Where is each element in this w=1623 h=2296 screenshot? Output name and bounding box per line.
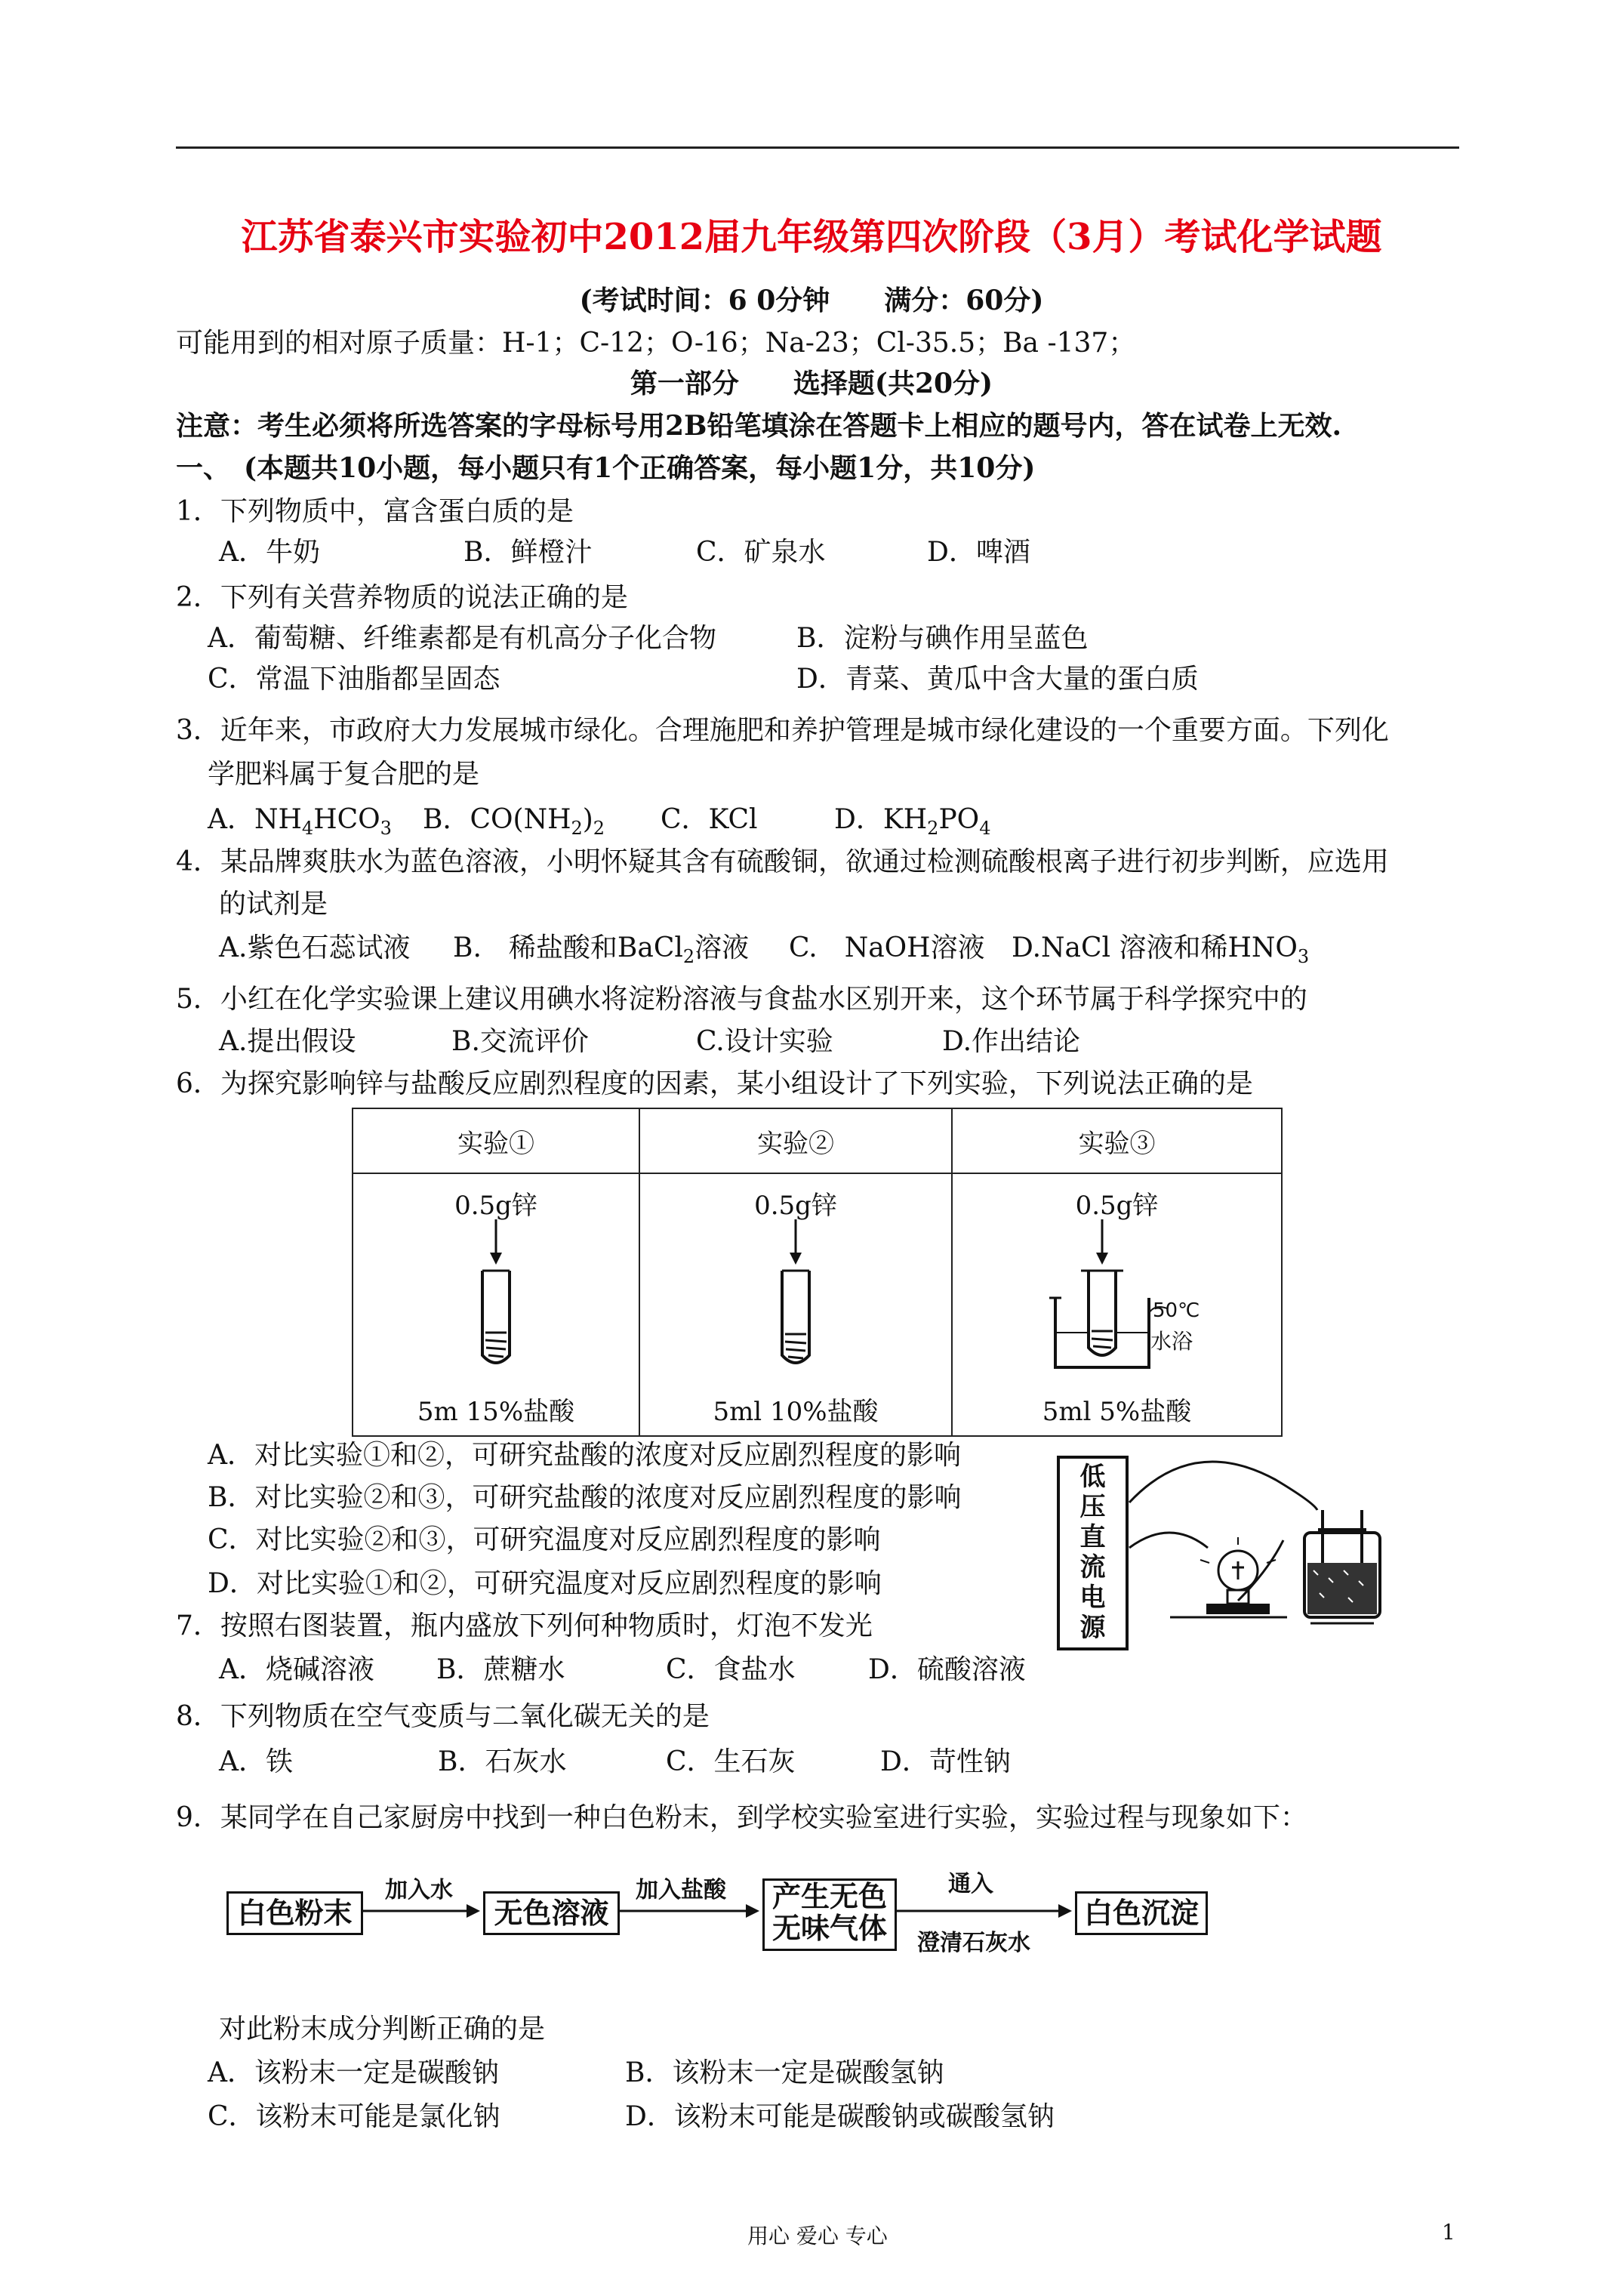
water-bath-icon	[1042, 1219, 1238, 1378]
experiment-table	[352, 1108, 1283, 1437]
flow-label-pass-into: 通入	[948, 1871, 993, 1897]
power-label-char: 直	[1079, 1522, 1106, 1552]
q4-option-d: D.NaCl 溶液和稀$HNO_3$	[1012, 932, 1310, 967]
q4-stem-line2: 的试剂是	[219, 889, 328, 920]
q3-option-d: D．$KH_2PO_4$	[834, 804, 991, 839]
q7-option-b: B．蔗糖水	[436, 1654, 565, 1685]
flow-label-add-water: 加入水	[385, 1877, 453, 1903]
table-header: 实验②	[639, 1108, 952, 1173]
header-rule	[176, 146, 1459, 149]
q3-option-a: A．$NH_4HCO_3$	[208, 804, 392, 839]
q5-stem: 5．小红在化学实验课上建议用碘水将淀粉溶液与食盐水区别开来，这个环节属于科学探究中的	[176, 984, 1307, 1015]
q2-option-c: C．常温下油脂都呈固态	[208, 664, 500, 695]
acid-label: 5ml 5%盐酸	[1042, 1397, 1192, 1427]
q8-stem: 8．下列物质在空气变质与二氧化碳无关的是	[176, 1701, 710, 1732]
q7-option-c: C．食盐水	[666, 1654, 796, 1685]
flow-box-colorless-solution: 无色溶液	[483, 1891, 620, 1935]
q1-stem: 1．下列物质中，富含蛋白质的是	[176, 496, 574, 527]
test-tube-icon	[765, 1219, 826, 1378]
q9-option-d: D．该粉末可能是碳酸钠或碳酸氢钠	[625, 2101, 1055, 2132]
q8-option-b: B．石灰水	[438, 1746, 567, 1777]
flow-box-gas: 产生无色 无味气体	[762, 1878, 897, 1951]
q8-option-c: C．生石灰	[666, 1746, 796, 1777]
power-supply	[1057, 1456, 1129, 1650]
q1-option-d: D．啤酒	[927, 537, 1030, 568]
power-label-char: 压	[1079, 1492, 1106, 1522]
q4-option-c: C. NaOH溶液	[789, 932, 985, 963]
q3-option-b: B．$CO(NH_2)_2$	[423, 804, 605, 839]
electrolysis-jar-icon	[1304, 1510, 1380, 1623]
q9-option-b: B．该粉末一定是碳酸氢钠	[625, 2057, 944, 2088]
acid-label: 5m 15%盐酸	[417, 1397, 575, 1427]
section-heading: 一、 (本题共10小题，每小题只有1个正确答案，每小题1分，共10分)	[176, 452, 1036, 484]
q2-stem: 2．下列有关营养物质的说法正确的是	[176, 582, 628, 613]
q9-question: 对此粉末成分判断正确的是	[219, 2014, 546, 2045]
q4-option-a: A.紫色石蕊试液	[219, 932, 411, 963]
q1-option-c: C．矿泉水	[696, 537, 826, 568]
q6-option-c: C．对比实验②和③，可研究温度对反应剧烈程度的影响	[208, 1524, 881, 1555]
q7-option-d: D．硫酸溶液	[868, 1654, 1026, 1685]
bath-label: 水浴	[1150, 1329, 1193, 1354]
q3-stem-line1: 3．近年来，市政府大力发展城市绿化。合理施肥和养护管理是城市绿化建设的一个重要方面。下列化	[176, 715, 1389, 746]
page-number: 1	[1442, 2220, 1455, 2245]
q9-option-c: C．该粉末可能是氯化钠	[208, 2101, 500, 2132]
q6-option-b: B．对比实验②和③，可研究盐酸的浓度对反应剧烈程度的影响	[208, 1482, 962, 1513]
circuit-diagram	[1125, 1450, 1389, 1646]
q1-option-b: B．鲜橙汁	[463, 537, 593, 568]
q6-option-a: A．对比实验①和②，可研究盐酸的浓度对反应剧烈程度的影响	[208, 1440, 961, 1471]
power-label-char: 源	[1079, 1613, 1106, 1643]
q6-stem: 6．为探究影响锌与盐酸反应剧烈程度的因素，某小组设计了下列实验，下列说法正确的是	[176, 1068, 1253, 1099]
acid-label: 5ml 10%盐酸	[713, 1397, 879, 1427]
arrow-right-icon	[617, 1901, 761, 1921]
part1-notice: 注意：考生必须将所选答案的字母标号用2B铅笔填涂在答题卡上相应的题号内，答在试卷上无效.	[176, 410, 1342, 442]
flow-label-add-acid: 加入盐酸	[636, 1877, 726, 1903]
experiment-cell-1	[353, 1173, 639, 1436]
q3-stem-line2: 学肥料属于复合肥的是	[208, 759, 480, 790]
q8-option-a: A．铁	[219, 1746, 293, 1777]
test-tube-icon	[466, 1219, 526, 1378]
exam-title: 江苏省泰兴市实验初中2012届九年级第四次阶段（3月）考试化学试题	[241, 216, 1382, 258]
zinc-label: 0.5g锌	[754, 1191, 837, 1221]
q5-option-c: C.设计实验	[696, 1026, 833, 1057]
q5-option-b: B.交流评价	[451, 1026, 589, 1057]
q5-option-d: D.作出结论	[942, 1026, 1081, 1057]
zinc-label: 0.5g锌	[1075, 1191, 1159, 1221]
q1-option-a: A．牛奶	[219, 537, 320, 568]
table-header: 实验③	[952, 1108, 1282, 1173]
power-label-char: 流	[1079, 1552, 1106, 1583]
q2-option-a: A．葡萄糖、纤维素都是有机高分子化合物	[208, 623, 716, 654]
q2-option-b: B．淀粉与碘作用呈蓝色	[796, 623, 1089, 654]
zinc-label: 0.5g锌	[454, 1191, 537, 1221]
q8-option-d: D．苛性钠	[880, 1746, 1011, 1777]
q4-option-b: B. 稀盐酸和BaCl$_2$溶液	[453, 932, 750, 967]
q3-option-c: C．KCl	[661, 804, 758, 835]
power-label-char: 电	[1079, 1583, 1106, 1613]
experiment-cell-2	[639, 1173, 952, 1436]
q9-stem: 9．某同学在自己家厨房中找到一种白色粉末，到学校实验室进行实验，实验过程与现象如下：	[176, 1802, 1307, 1833]
q2-option-d: D．青菜、黄瓜中含大量的蛋白质	[796, 664, 1199, 695]
exam-info: (考试时间：6 0分钟 满分：60分)	[579, 285, 1044, 316]
q9-option-a: A．该粉末一定是碳酸钠	[208, 2057, 499, 2088]
q4-stem-line1: 4．某品牌爽肤水为蓝色溶液，小明怀疑其含有硫酸铜，欲通过检测硫酸根离子进行初步判断，应选用	[176, 846, 1389, 877]
arrow-right-icon	[361, 1901, 482, 1921]
q7-stem: 7．按照右图装置，瓶内盛放下列何种物质时，灯泡不发光	[176, 1610, 873, 1641]
experiment-cell-3	[952, 1173, 1282, 1436]
q6-option-d: D．对比实验①和②，可研究温度对反应剧烈程度的影响	[208, 1568, 882, 1599]
footer-slogan: 用心 爱心 专心	[747, 2224, 888, 2248]
flow-box-white-powder: 白色粉末	[226, 1891, 363, 1935]
atomic-masses: 可能用到的相对原子质量：H-1；C-12；O-16；Na-23；Cl-35.5；Ba -137；	[176, 328, 1136, 359]
q5-option-a: A.提出假设	[219, 1026, 356, 1057]
part1-heading: 第一部分 选择题(共20分)	[630, 368, 993, 399]
light-bulb-icon	[1170, 1537, 1287, 1617]
power-label-char: 低	[1079, 1462, 1106, 1492]
arrow-right-icon	[895, 1901, 1073, 1921]
bath-temperature: 50℃	[1153, 1299, 1200, 1322]
flow-label-limewater: 澄清石灰水	[917, 1930, 1030, 1956]
flow-box-white-precipitate: 白色沉淀	[1075, 1891, 1208, 1935]
table-header: 实验①	[353, 1108, 639, 1173]
q7-option-a: A．烧碱溶液	[219, 1654, 374, 1685]
